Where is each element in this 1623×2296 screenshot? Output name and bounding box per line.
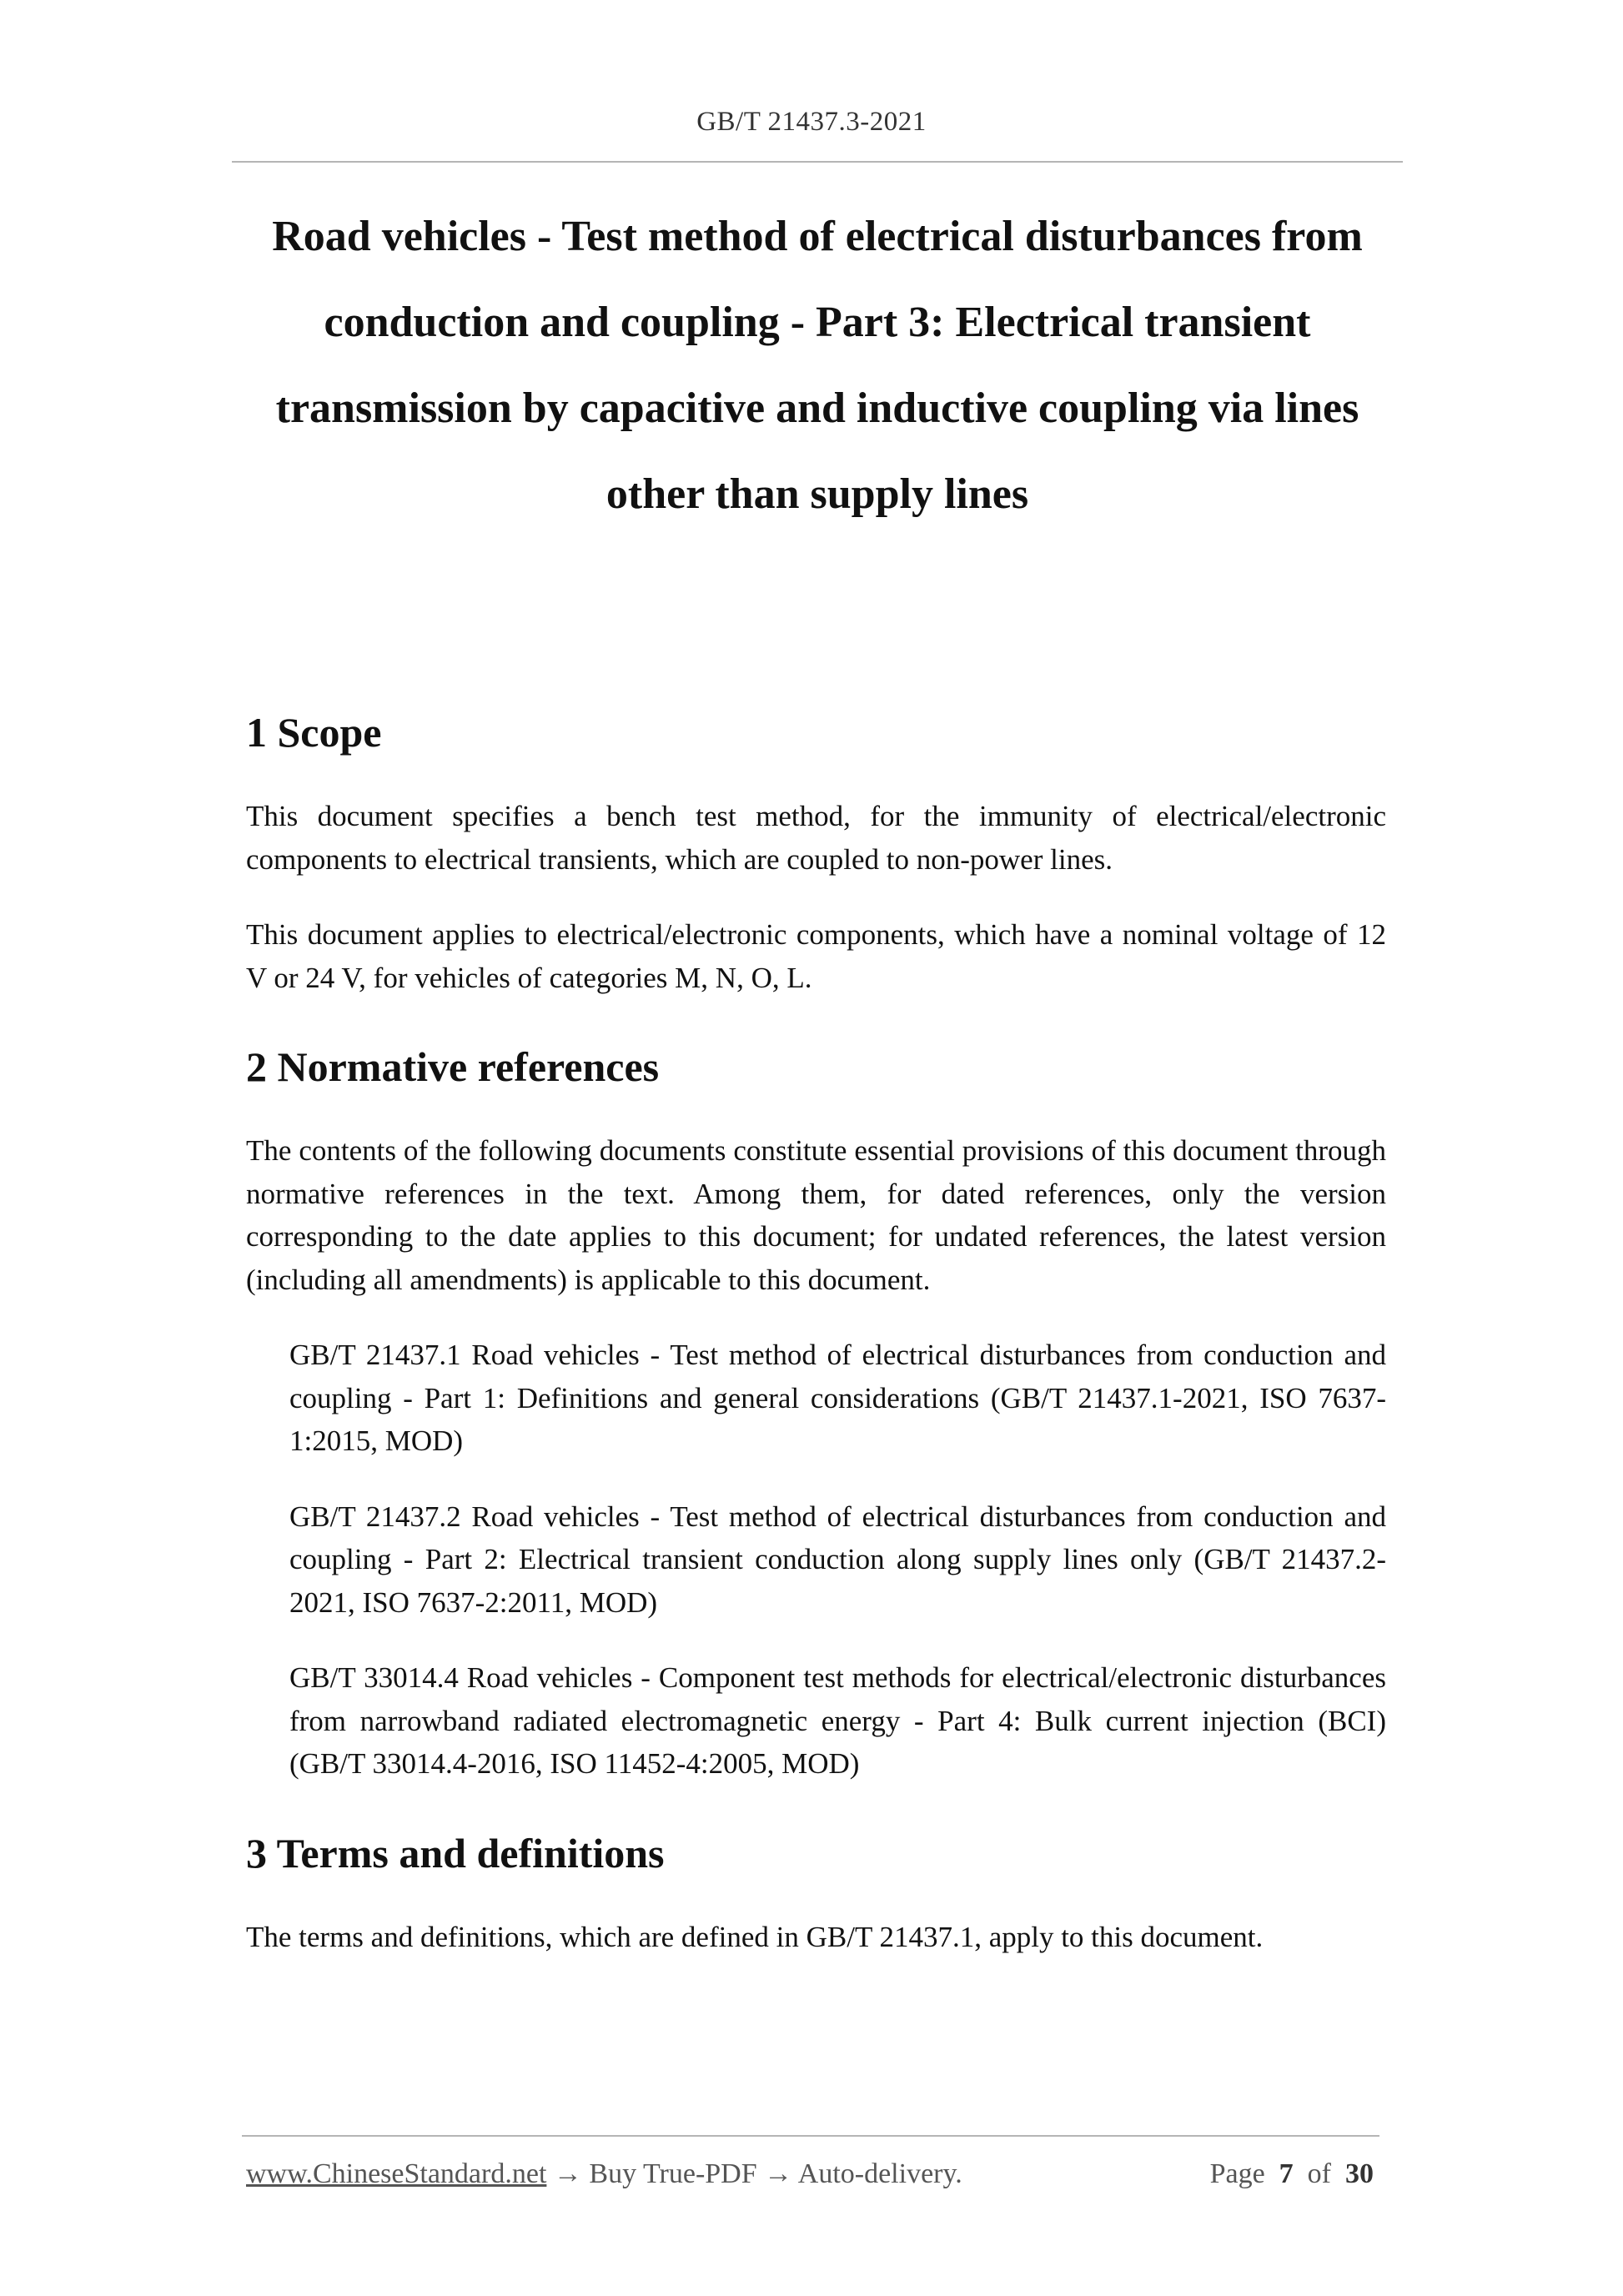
page-indicator	[1210, 2158, 1374, 2190]
footer-divider	[242, 2135, 1379, 2137]
header-standard-code: GB/T 21437.3-2021	[696, 107, 927, 137]
normative-intro-paragraph: The contents of the following documents constitute essential provisions of this document through normative references in the text. Among them, for dated references, only the version corresponding to the date applies to this document; for undated references, the latest version (including all amendments) is applicable to this document.	[246, 1134, 1386, 1296]
page-label: Page	[1209, 2158, 1265, 2189]
section-heading-normative-references: 2 Normative references	[246, 1043, 660, 1090]
terms-paragraph: The terms and definitions, which are defined in GB/T 21437.1, apply to this document.	[246, 1920, 1264, 1953]
auto-delivery-text: Auto-delivery.	[797, 2158, 962, 2189]
footer-left	[246, 2158, 962, 2190]
section-heading-scope: 1 Scope	[246, 709, 382, 756]
section-heading-terms-definitions: 3 Terms and definitions	[246, 1829, 665, 1876]
scope-paragraph: This document applies to electrical/electronic components, which have a nominal voltage of 12 V or 24 V, for vehicles of categories M, N, O, L.	[246, 918, 1386, 994]
arrow-right-icon: →	[553, 2158, 582, 2189]
document-title	[217, 193, 1418, 537]
scope-paragraph: This document specifies a bench test method, for the immunity of electrical/electronic components to electrical transients, which are coupled to non-power lines.	[246, 800, 1386, 876]
of-label: of	[1307, 2158, 1331, 2189]
total-pages: 30	[1345, 2158, 1374, 2189]
document-body	[246, 707, 1386, 1958]
reference-item: GB/T 21437.2 Road vehicles - Test method of electrical disturbances from conduction and coupling - Part 2: Electrical transient conduction along supply lines only (GB/T 21437.2-2021, ISO 7637-2:2011, MOD)	[289, 1500, 1386, 1619]
page-number: 7	[1279, 2158, 1294, 2189]
header-divider	[232, 161, 1403, 163]
page-footer	[246, 2158, 1374, 2190]
arrow-right-icon: →	[764, 2158, 793, 2189]
buy-pdf-text: Buy True-PDF	[589, 2158, 757, 2189]
title-line: other than supply lines	[605, 470, 1029, 518]
title-line: conduction and coupling - Part 3: Electrical transient	[324, 299, 1311, 346]
title-line: Road vehicles - Test method of electrical disturbances from	[272, 213, 1363, 260]
title-line: transmission by capacitive and inductive coupling via lines	[275, 384, 1359, 432]
reference-item: GB/T 21437.1 Road vehicles - Test method of electrical disturbances from conduction and coupling - Part 1: Definitions and general considerations (GB/T 21437.1-2021, ISO 7637-1:2015, MOD)	[289, 1339, 1386, 1457]
reference-item: GB/T 33014.4 Road vehicles - Component test methods for electrical/electronic disturbances from narrowband radiated electromagnetic energy - Part 4: Bulk current injection (BCI) (GB/T 33014.4-2016, ISO 11452-4:2005, MOD)	[289, 1661, 1386, 1780]
site-link[interactable]: www.ChineseStandard.net	[246, 2158, 547, 2189]
